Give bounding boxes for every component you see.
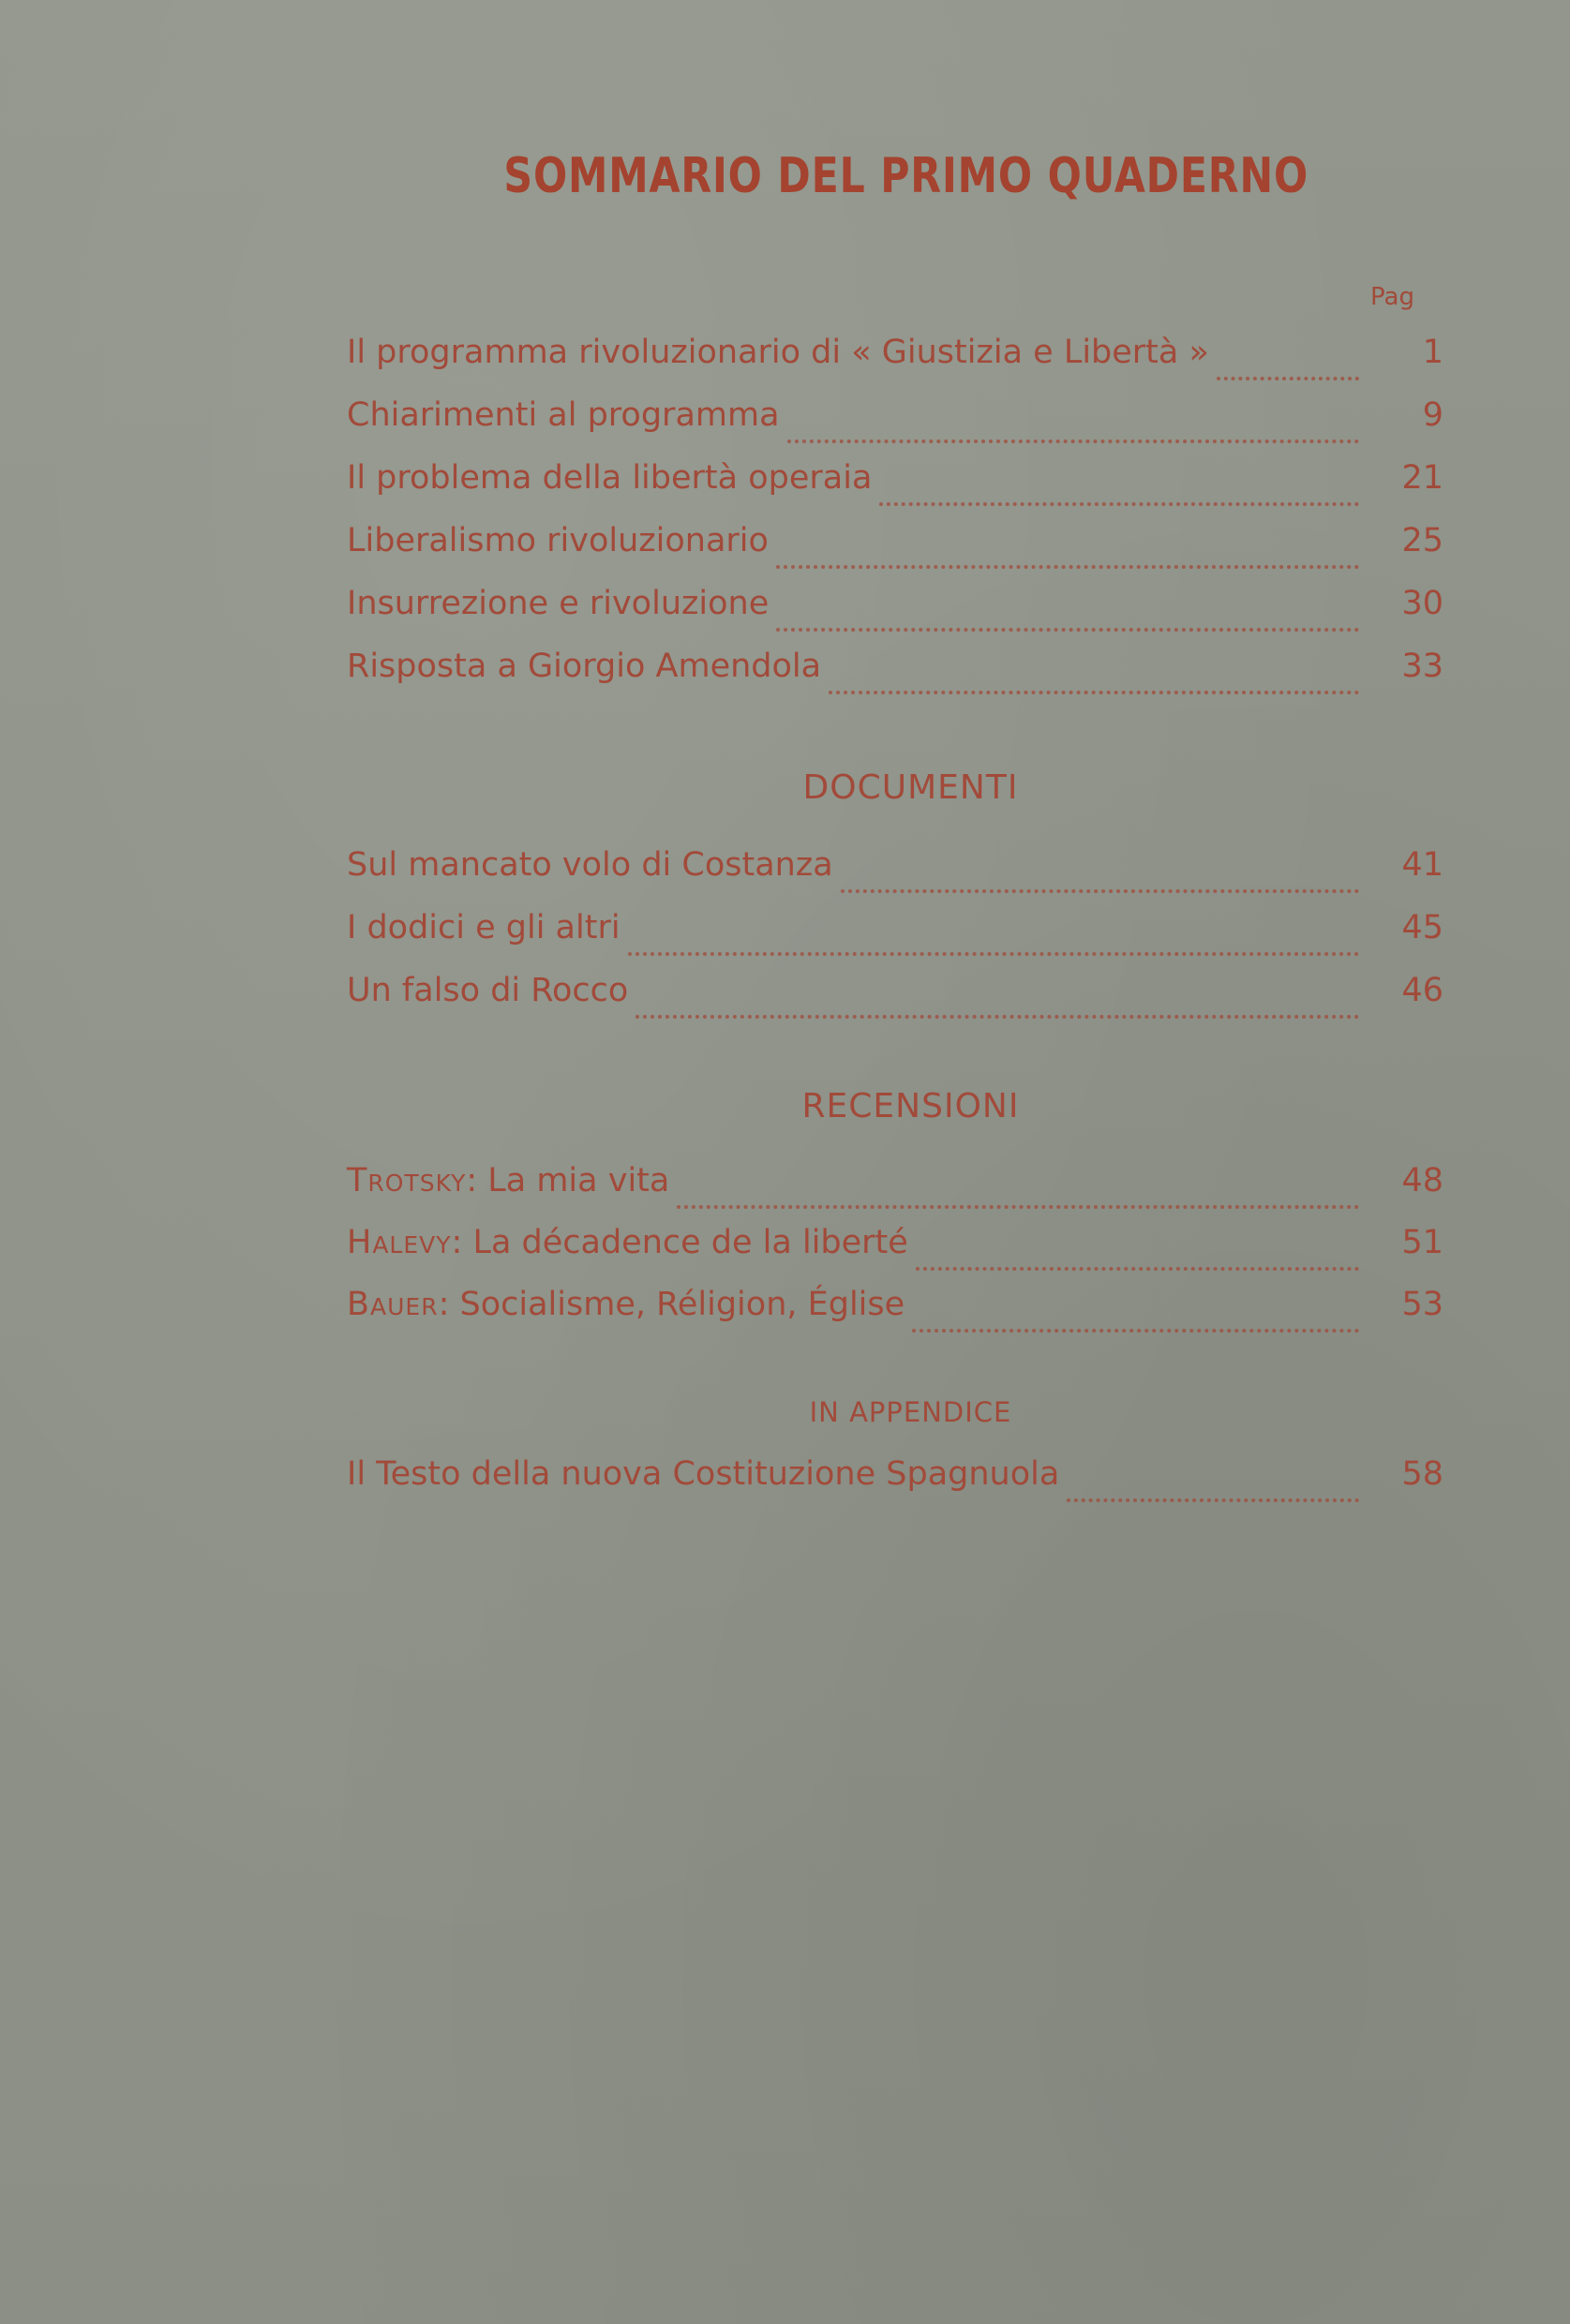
toc-entry-title: Halevy: La décadence de la liberté [347, 1224, 908, 1261]
toc-entry-title: Un falso di Rocco [347, 972, 629, 1009]
review-author: Halevy [347, 1224, 452, 1261]
toc-entry [347, 1224, 1443, 1280]
dot-leader [829, 691, 1359, 694]
toc-entry [347, 585, 1443, 641]
dot-leader [776, 565, 1359, 569]
section-heading-recensioni: RECENSIONI [801, 1087, 1020, 1125]
toc-entry-page: 30 [1401, 585, 1443, 622]
dot-leader [635, 1015, 1359, 1019]
dot-leader [879, 502, 1359, 506]
dot-leader [787, 439, 1359, 443]
dot-leader [916, 1267, 1359, 1271]
dot-leader [628, 952, 1359, 956]
toc-entry-page: 58 [1401, 1455, 1443, 1493]
review-title: La décadence de la liberté [472, 1224, 908, 1261]
toc-entry-title: Trotsky: La mia vita [347, 1162, 670, 1199]
toc-entry-title: Sul mancato volo di Costanza [347, 846, 833, 884]
toc-entry [347, 909, 1443, 965]
toc-entry [347, 846, 1443, 902]
toc-entry-page: 21 [1401, 459, 1443, 497]
dot-leader [677, 1205, 1359, 1209]
toc-entry-page: 33 [1401, 648, 1443, 685]
dot-leader [912, 1329, 1359, 1333]
dot-leader [776, 628, 1359, 632]
toc-entry [347, 522, 1443, 578]
toc-entry-page: 53 [1401, 1286, 1443, 1323]
toc-entry [347, 1455, 1443, 1512]
toc-entry-title: I dodici e gli altri [347, 909, 621, 946]
toc-entry-page: 45 [1401, 909, 1443, 946]
toc-entry-title: Risposta a Giorgio Amendola [347, 648, 822, 685]
page-column-label: Pag [1370, 283, 1414, 311]
toc-entry-title: Bauer: Socialisme, Réligion, Église [347, 1286, 905, 1323]
section-heading-appendice: IN APPENDICE [809, 1396, 1012, 1428]
review-title: La mia vita [487, 1162, 670, 1199]
toc-entry-title: Il problema della libertà operaia [347, 459, 873, 497]
toc-entry-page: 46 [1401, 972, 1443, 1009]
toc-entry [347, 1162, 1443, 1218]
toc-entry-title: Liberalismo rivoluzionario [347, 522, 769, 559]
page-title: SOMMARIO DEL PRIMO QUADERNO [503, 148, 1309, 204]
toc-entry-title: Insurrezione e rivoluzione [347, 585, 770, 622]
dot-leader [841, 889, 1359, 893]
toc-entry [347, 396, 1443, 453]
review-author: Trotsky [347, 1162, 467, 1199]
toc-entry-page: 9 [1422, 396, 1443, 434]
toc-entry-title: Il Testo della nuova Costituzione Spagnuola [347, 1455, 1060, 1493]
toc-entry-title: Chiarimenti al programma [347, 396, 780, 434]
review-title: Socialisme, Réligion, Église [459, 1286, 905, 1323]
toc-entry [347, 459, 1443, 515]
toc-entry-page: 51 [1401, 1224, 1443, 1261]
toc-entry-page: 1 [1422, 334, 1443, 371]
toc-entry-page: 41 [1401, 846, 1443, 884]
toc-entry-page: 48 [1401, 1162, 1443, 1199]
toc-entry [347, 334, 1443, 390]
toc-entry [347, 648, 1443, 704]
review-author: Bauer [347, 1286, 439, 1323]
toc-entry [347, 1286, 1443, 1342]
dot-leader [1067, 1498, 1359, 1502]
toc-entry-page: 25 [1401, 522, 1443, 559]
dot-leader [1217, 377, 1359, 380]
toc-entry-title: Il programma rivoluzionario di « Giustizia e Libertà » [347, 334, 1209, 371]
section-heading-documenti: DOCUMENTI [802, 768, 1019, 807]
toc-entry [347, 972, 1443, 1028]
